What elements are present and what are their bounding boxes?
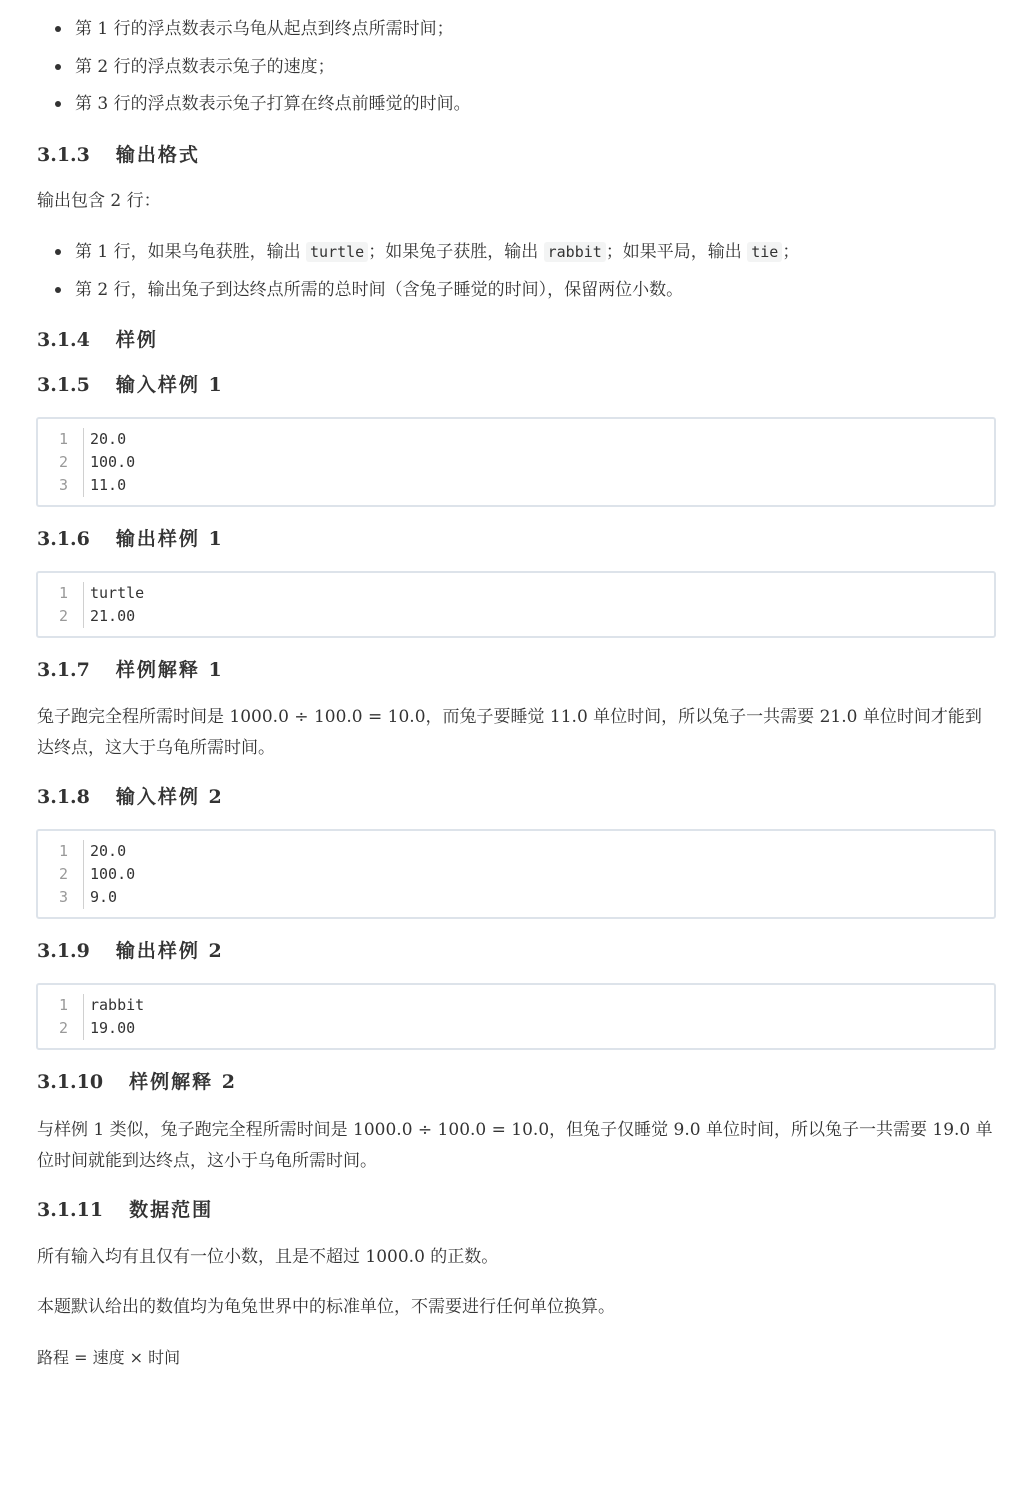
output-intro: 输出包含 2 行：	[37, 191, 161, 211]
heading-sample-explanation-2	[37, 1067, 237, 1097]
line-number: 3	[58, 888, 68, 906]
code-line: 9.0	[90, 888, 118, 906]
code-line: rabbit	[90, 996, 145, 1014]
code-line: 20.0	[90, 842, 127, 860]
gutter-divider	[83, 582, 84, 628]
heading-output-sample-1	[37, 524, 224, 554]
heading-number: 3.1.10	[37, 1071, 104, 1093]
heading-text: 输出样例 2	[115, 940, 224, 962]
line-number: 1	[58, 584, 68, 602]
code-line: 19.00	[90, 1019, 136, 1037]
list-item: 第 1 行的浮点数表示乌龟从起点到终点所需时间；	[75, 14, 454, 44]
gutter-divider	[83, 994, 84, 1040]
heading-input-sample-1	[37, 370, 224, 400]
code-block-input-2	[36, 829, 996, 919]
heading-number: 3.1.5	[37, 374, 90, 396]
text: ；如果兔子获胜，输出	[368, 242, 544, 262]
heading-text: 输入样例 2	[115, 786, 224, 808]
heading-text: 输入样例 1	[115, 374, 224, 396]
line-number: 2	[58, 865, 68, 883]
code-line: 20.0	[90, 430, 127, 448]
heading-number: 3.1.4	[37, 329, 90, 351]
formula: 路程 = 速度 × 时间	[37, 1348, 181, 1367]
inline-code-turtle: turtle	[306, 242, 368, 262]
heading-number: 3.1.8	[37, 786, 90, 808]
heading-text: 数据范围	[129, 1199, 214, 1221]
line-number: 2	[58, 1019, 68, 1037]
data-range-text: 所有输入均有且仅有一位小数，且是不超过 1000.0 的正数。	[37, 1247, 499, 1267]
code-block-output-1	[36, 571, 996, 638]
text: ；	[782, 242, 800, 262]
line-number: 3	[58, 476, 68, 494]
heading-number: 3.1.11	[37, 1199, 104, 1221]
heading-text: 样例	[115, 329, 158, 351]
line-number: 1	[58, 842, 68, 860]
heading-text: 样例解释 1	[115, 659, 224, 681]
text: ；如果平局，输出	[605, 242, 748, 262]
heading-samples	[37, 325, 158, 355]
gutter-divider	[83, 428, 84, 497]
list-item: 第 2 行的浮点数表示兔子的速度；	[75, 52, 335, 82]
text: 第 1 行，如果乌龟获胜，输出	[75, 242, 307, 262]
heading-text: 输出格式	[115, 144, 200, 166]
heading-output-format	[37, 140, 200, 170]
explanation-2: 与样例 1 类似，兔子跑完全程所需时间是 1000.0 ÷ 100.0 = 10.0，但兔子仅睡觉 9.0 单位时间，所以兔子一共需要 19.0 单位时间就能到达终点，这小于乌龟所需时间。	[37, 1120, 993, 1171]
explanation-1: 兔子跑完全程所需时间是 1000.0 ÷ 100.0 = 10.0，而兔子要睡觉 11.0 单位时间，所以兔子一共需要 21.0 单位时间才能到达终点，这大于乌龟所需时间。	[37, 707, 982, 758]
inline-code-rabbit: rabbit	[544, 242, 606, 262]
code-line: 11.0	[90, 476, 127, 494]
list-item	[75, 237, 799, 267]
unit-note: 本题默认给出的数值均为龟兔世界中的标准单位，不需要进行任何单位换算。	[37, 1297, 615, 1317]
heading-number: 3.1.9	[37, 940, 90, 962]
line-number: 2	[58, 453, 68, 471]
code-block-input-1	[36, 417, 996, 507]
code-block-output-2	[36, 983, 996, 1050]
heading-input-sample-2	[37, 782, 224, 812]
list-item: 第 2 行，输出兔子到达终点所需的总时间（含兔子睡觉的时间），保留两位小数。	[75, 275, 683, 305]
heading-output-sample-2	[37, 936, 224, 966]
code-line: 21.00	[90, 607, 136, 625]
heading-text: 样例解释 2	[129, 1071, 237, 1093]
inline-code-tie: tie	[747, 242, 782, 262]
gutter-divider	[83, 840, 84, 909]
line-number: 1	[58, 430, 68, 448]
list-item: 第 3 行的浮点数表示兔子打算在终点前睡觉的时间。	[75, 89, 471, 119]
heading-number: 3.1.6	[37, 528, 90, 550]
line-number: 1	[58, 996, 68, 1014]
heading-data-range	[37, 1195, 213, 1225]
code-line: 100.0	[90, 453, 136, 471]
line-number: 2	[58, 607, 68, 625]
heading-text: 输出样例 1	[115, 528, 224, 550]
heading-number: 3.1.7	[37, 659, 90, 681]
code-line: turtle	[90, 584, 145, 602]
heading-sample-explanation-1	[37, 655, 224, 685]
code-line: 100.0	[90, 865, 136, 883]
heading-number: 3.1.3	[37, 144, 90, 166]
